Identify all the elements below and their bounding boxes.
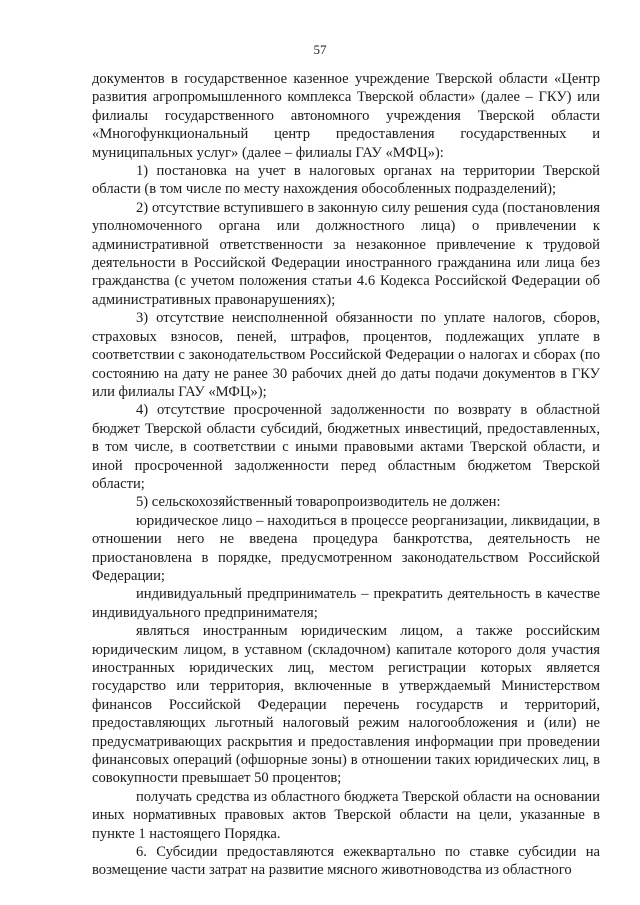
paragraph: 3) отсутствие неисполненной обязанности по уплате налогов, сборов, страховых взносов, пеней, штрафов, процентов, подлежащих уплате в соответствии с законодательством Российской Федерации о налогах и сборах (по состоянию на дату не ранее 30 рабочих дней до даты подачи документов в ГКУ или филиалы ГАУ «МФЦ»);: [92, 310, 600, 400]
paragraph: 1) постановка на учет в налоговых органах на территории Тверской области (в том числе по месту нахождения обособленных подразделений);: [92, 163, 600, 198]
paragraph: получать средства из областного бюджета Тверской области на основании иных нормативных правовых актов Тверской области на цели, указанные в пункте 1 настоящего Порядка.: [92, 788, 600, 842]
paragraph: документов в государственное казенное учреждение Тверской области «Центр развития агропромышленного комплекса Тверской области» (далее – ГКУ) или филиалы государственного автономного учреждения Тверской области «Многофункциональный центр предоставления государственных и муниципальных услуг» (далее – филиалы ГАУ «МФЦ»):: [92, 71, 600, 161]
paragraph: 5) сельскохозяйственный товаропроизводитель не должен:: [136, 494, 501, 511]
page-number: 57: [313, 42, 327, 57]
document-body: [92, 70, 600, 880]
paragraph: юридическое лицо – находиться в процессе реорганизации, ликвидации, в отношении него не введена процедура банкротства, деятельность не приостановлена в порядке, предусмотренном законодательством Российской Федерации;: [92, 512, 600, 584]
paragraph: индивидуальный предприниматель – прекратить деятельность в качестве индивидуального предпринимателя;: [92, 586, 600, 621]
paragraph: 6. Субсидии предоставляются ежеквартально по ставке субсидии на возмещение части затрат на развитие мясного животноводства из областного: [92, 844, 600, 879]
paragraph: 4) отсутствие просроченной задолженности по возврату в областной бюджет Тверской области субсидий, бюджетных инвестиций, предоставленных, в том числе, в соответствии с иными правовыми актами Тверской области, и иной просроченной задолженности перед областным бюджетом Тверской области;: [92, 402, 600, 492]
paragraph: 2) отсутствие вступившего в законную силу решения суда (постановления уполномоченного органа или должностного лица) о привлечении к административной ответственности за незаконное привлечение к трудовой деятельности в Российской Федерации иностранного гражданина или лица без гражданства (с учетом положения статьи 4.6 Кодекса Российской Федерации об административных правонарушениях);: [92, 199, 600, 308]
paragraph: являться иностранным юридическим лицом, а также российским юридическим лицом, в уставном (складочном) капитале которого доля участия иностранных юридических лиц, местом регистрации которых является государство или территория, включенные в утверждаемый Министерством финансов Российской Федерации перечень государств и территорий, предоставляющих льготный налоговый режим налогообложения и (или) не предусматривающих раскрытия и предоставления информации при проведении финансовых операций (офшорные зоны) в отношении таких юридических лиц, в совокупности превышает 50 процентов;: [92, 623, 600, 787]
